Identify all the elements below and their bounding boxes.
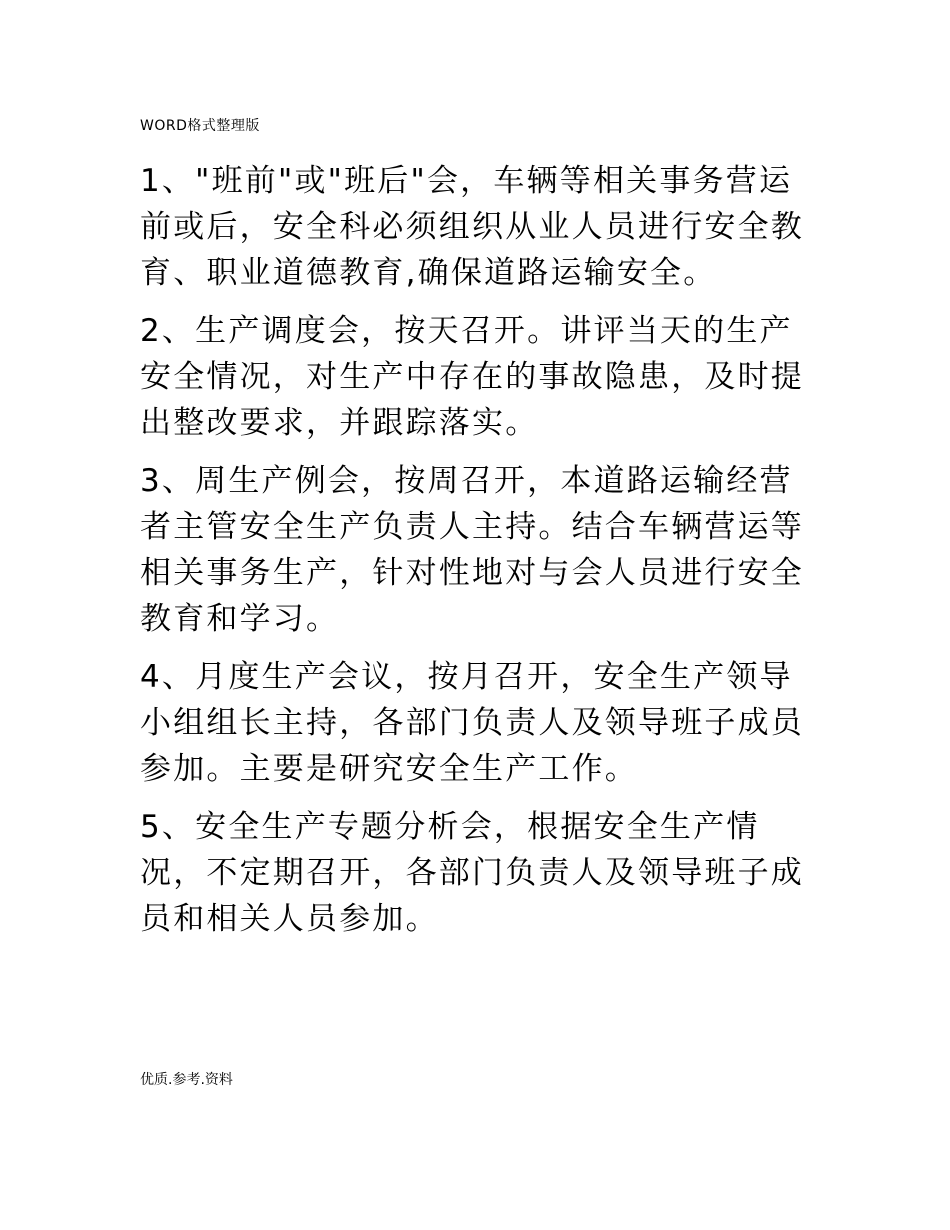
paragraph-5: 5、安全生产专题分析会，根据安全生产情况，不定期召开，各部门负责人及领导班子成员和相关人员参加。 <box>140 809 804 937</box>
paragraph-4: 4、月度生产会议，按月召开，安全生产领导小组组长主持，各部门负责人及领导班子成员参加。主要是研究安全生产工作。 <box>140 659 804 787</box>
document-body <box>140 158 810 954</box>
paragraph-3: 3、周生产例会，按周召开，本道路运输经营者主管安全生产负责人主持。结合车辆营运等相关事务生产，针对性地对与会人员进行安全教育和学习。 <box>140 463 804 637</box>
page-footer: 优质.参考.资料 <box>140 1072 233 1088</box>
paragraph-1: 1、"班前"或"班后"会，车辆等相关事务营运前或后，安全科必须组织从业人员进行安全教育、职业道德教育,确保道路运输安全。 <box>140 163 804 291</box>
page-header: WORD格式整理版 <box>140 118 260 134</box>
paragraph-2: 2、生产调度会，按天召开。讲评当天的生产安全情况，对生产中存在的事故隐患，及时提出整改要求，并跟踪落实。 <box>140 313 804 441</box>
